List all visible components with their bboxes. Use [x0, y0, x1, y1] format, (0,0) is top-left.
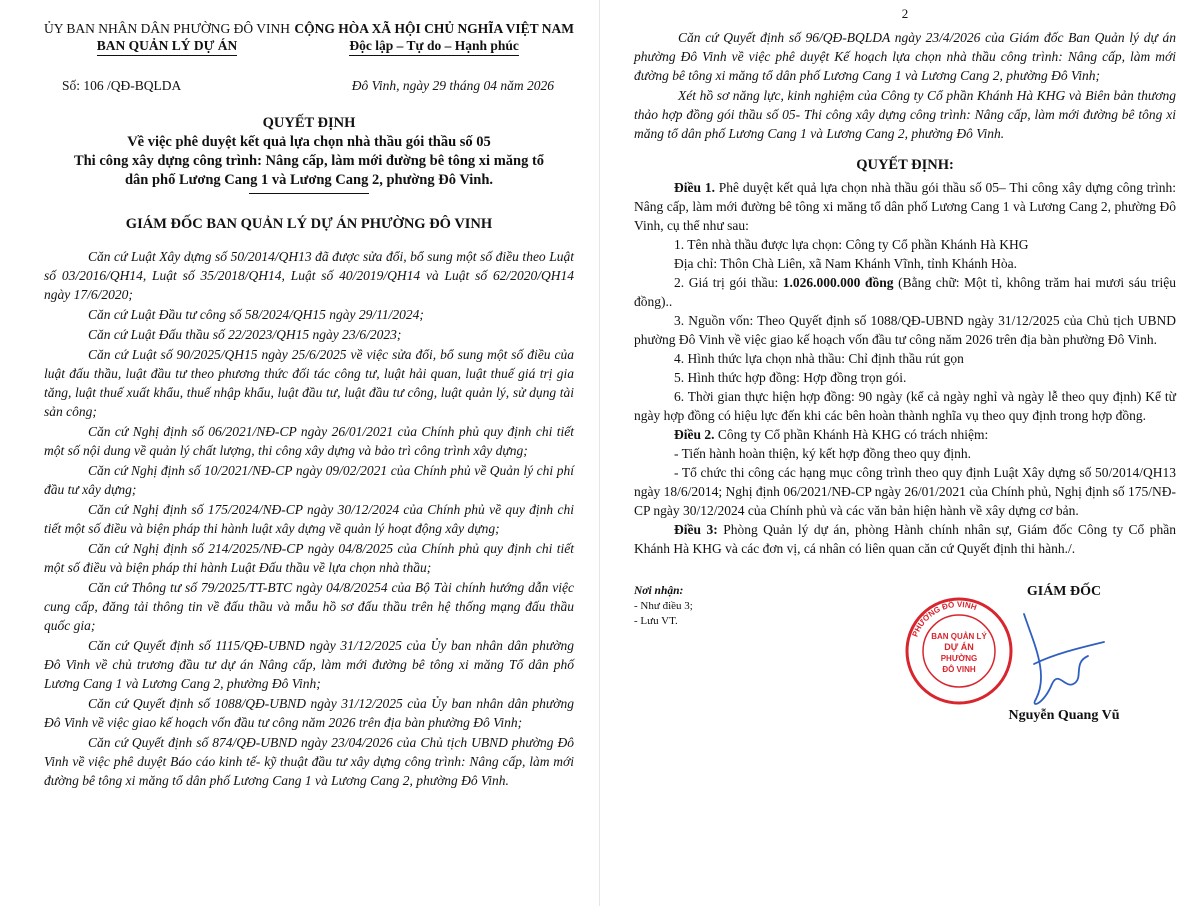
doc-date: Đô Vinh, ngày 29 tháng 04 năm 2026 — [351, 78, 554, 93]
doc-subtitle-1: Về việc phê duyệt kết quả lựa chọn nhà thầu gói thầu số 05 — [127, 134, 491, 150]
legal-basis: Căn cứ Nghị định số 175/2024/NĐ-CP ngày 30/12/2024 của Chính phủ về quy định chi tiết một số điều và biện pháp thi hành luật xây dựng về quản lý hoạt động xây dựng; — [44, 502, 574, 536]
legal-basis: Căn cứ Luật Đấu thầu số 22/2023/QH15 ngày 23/6/2023; — [88, 327, 402, 342]
article-2 — [634, 425, 1176, 444]
seal-ring-text: PHƯỜNG ĐÔ VINH — [910, 599, 978, 639]
package-value-words: (Bằng chữ: Một tỉ, không trăm hai mươi sáu triệu đồng).. — [634, 275, 1177, 309]
article-2-label: Điều 2. — [674, 427, 715, 442]
seal-line: DỰ ÁN — [944, 642, 974, 652]
legal-basis: Căn cứ Quyết định số 1088/QĐ-UBND ngày 31/12/2025 của Ủy ban nhân dân phường Đô Vinh về việc giao kế hoạch vốn đầu tư công năm 2026 trên địa bàn phường Đô Vinh; — [44, 696, 574, 730]
signature-area — [634, 584, 1176, 744]
page-number: 2 — [901, 6, 909, 21]
article-1-label: Điều 1. — [674, 180, 715, 195]
recipient-item: - Lưu VT. — [634, 615, 678, 627]
handwritten-signature — [964, 604, 1124, 714]
item-2 — [634, 273, 1176, 311]
doc-subtitle-2: Thi công xây dựng công trình: Nâng cấp, làm mới đường bê tông xi măng tổ — [73, 153, 545, 169]
legal-basis: Căn cứ Quyết định số 1115/QĐ-UBND ngày 31/12/2025 của Ủy ban nhân dân phường Đô Vinh về chủ trương đầu tư dự án Nâng cấp, làm mới đường bê tông xi măng Tổ dân phố Lương Cang 1 và Lương Cang 2, phường Đô Vinh; — [44, 638, 574, 691]
legal-basis: Căn cứ Nghị định số 06/2021/NĐ-CP ngày 26/01/2021 của Chính phủ quy định chi tiết một số nội dung về quản lý chất lượng, thi công xây dựng và bảo trì công trình xây dựng; — [44, 424, 574, 458]
legal-basis: Căn cứ Thông tư số 79/2025/TT-BTC ngày 04/8/20254 của Bộ Tài chính hướng dẫn việc cung cấp, đăng tải thông tin về đấu thầu và mẫu hồ sơ đấu thầu trên hệ thống mạng đấu thầu quốc gia; — [44, 580, 574, 633]
legal-basis: Căn cứ Nghị định số 10/2021/NĐ-CP ngày 09/02/2021 của Chính phủ về Quản lý chi phí đầu tư xây dựng; — [44, 463, 574, 497]
legal-basis: Căn cứ Quyết định số 874/QĐ-UBND ngày 23/04/2026 của Chủ tịch UBND phường Đô Vinh về việc phê duyệt Báo cáo kinh tế- kỹ thuật đầu tư xây dựng công trình: Nâng cấp, làm mới đường bê tông xi măng tổ dân phố Lương Cang 1 và Lương Cang 2, phường Đô Vinh. — [44, 735, 574, 788]
contractor-address: Địa chỉ: Thôn Chà Liên, xã Nam Khánh Vĩnh, tỉnh Khánh Hòa. — [674, 256, 1017, 271]
legal-bases — [44, 247, 574, 790]
nation-line1: CỘNG HÒA XÃ HỘI CHỦ NGHĨA VIỆT NAM — [294, 21, 574, 36]
director-heading: GIÁM ĐỐC BAN QUẢN LÝ DỰ ÁN PHƯỜNG ĐÔ VINH — [125, 216, 493, 232]
doc-title: QUYẾT ĐỊNH — [262, 115, 356, 131]
page-2 — [600, 0, 1200, 906]
legal-basis: Căn cứ Luật Xây dựng số 50/2014/QH13 đã được sửa đổi, bổ sung một số điều theo Luật số 03/2016/QH14, Luật số 35/2018/QH14, Luật số 40/2019/QH14 và Luật số 62/2020/QH14 ngày 17/6/2020; — [44, 249, 574, 302]
title-underline — [249, 193, 369, 194]
article-2-bullet: - Tổ chức thi công các hạng mục công trình theo quy định Luật Xây dựng số 50/2014/QH13 ngày 18/6/2014; Nghị định 06/2021/NĐ-CP ngày 26/01/2021 của Chính phủ, Nghị định số 175/NĐ-CP ngày 30/12/2024 của Chính phủ và các văn bản hiện hành về xây dựng cơ bản. — [634, 465, 1176, 518]
signer-name: Nguyễn Quang Vũ — [1008, 708, 1120, 723]
nation-block — [294, 20, 574, 56]
recipient-item: - Như điều 3; — [634, 600, 693, 612]
agency-block — [44, 20, 290, 56]
article-2-text: Công ty Cổ phần Khánh Hà KHG có trách nhiệm: — [717, 427, 989, 442]
article-2-bullet: - Tiến hành hoàn thiện, ký kết hợp đồng theo quy định. — [674, 446, 971, 461]
article-3-label: Điều 3: — [674, 522, 718, 537]
recipients-label: Nơi nhận: — [634, 585, 684, 597]
item-1: 1. Tên nhà thầu được lựa chọn: Công ty Cổ phần Khánh Hà KHG — [674, 237, 1029, 252]
legal-basis: Căn cứ Nghị định số 214/2025/NĐ-CP ngày 04/8/2025 của Chính phủ quy định chi tiết một số điều và biện pháp thi hành Luật Đấu thầu về lựa chọn nhà thầu; — [44, 541, 574, 575]
article-3-text: Phòng Quản lý dự án, phòng Hành chính nhân sự, Giám đốc Công ty Cổ phần Khánh Hà KHG và các đơn vị, cá nhân có liên quan căn cứ Quyết định thi hành./. — [634, 522, 1177, 556]
legal-basis: Căn cứ Luật số 90/2025/QH15 ngày 25/6/2025 về việc sửa đổi, bổ sung một số điều của luật đấu thầu, luật đầu tư theo phương thức đối tác công tư, luật hải quan, luật thuế giá trị gia tăng, luật thuế xuất khẩu, thuế nhập khẩu, luật đầu tư, luật đầu tư công, luật quản lý, sử dụng tài sản công; — [44, 347, 574, 419]
sign-title: GIÁM ĐỐC — [1026, 584, 1102, 599]
nation-line2: Độc lập – Tự do – Hạnh phúc — [349, 37, 519, 56]
doc-title-block — [44, 114, 574, 194]
item-2-prefix: 2. Giá trị gói thầu: — [674, 275, 779, 290]
legal-basis: Căn cứ Quyết định số 96/QĐ-BQLDA ngày 23/4/2026 của Giám đốc Ban Quản lý dự án phường Đô Vinh về việc phê duyệt Kế hoạch lựa chọn nhà thầu công trình: Nâng cấp, làm mới đường bê tông xi măng tổ dân phố Lương Cang 1 và Lương Cang 2, phường Đô Vinh; — [634, 30, 1176, 83]
article-1 — [634, 178, 1176, 235]
item-4: 4. Hình thức lựa chọn nhà thầu: Chỉ định thầu rút gọn — [674, 351, 964, 366]
legal-basis: Xét hồ sơ năng lực, kinh nghiệm của Công ty Cổ phần Khánh Hà KHG và Biên bản thương thảo hợp đồng gói thầu số 05- Thi công xây dựng công trình: Nâng cấp, làm mới đường bê tông xi măng tổ dân phố Lương Cang 1 và Lương Cang 2, phường Đô Vinh. — [634, 88, 1176, 141]
document-header — [44, 20, 574, 56]
agency-line1: ỦY BAN NHÂN DÂN PHƯỜNG ĐÔ VINH — [44, 21, 290, 36]
doc-number: Số: 106 /QĐ-BQLDA — [62, 78, 182, 93]
seal-line: PHƯỜNG — [940, 654, 978, 663]
article-3 — [634, 520, 1176, 558]
decision-heading: QUYẾT ĐỊNH: — [856, 157, 954, 173]
agency-line2: BAN QUẢN LÝ DỰ ÁN — [97, 37, 238, 56]
seal-line: BAN QUẢN LÝ — [931, 632, 987, 641]
article-1-text: Phê duyệt kết quả lựa chọn nhà thầu gói thầu số 05– Thi công xây dựng công trình: Nâng cấp, làm mới đường bê tông xi măng tổ dân phố Lương Cang 1 và Lương Cang 2, phường Đô Vinh, cụ thể như sau: — [634, 180, 1177, 233]
item-3: 3. Nguồn vốn: Theo Quyết định số 1088/QĐ-UBND ngày 31/12/2025 của Chủ tịch UBND phường Đô Vinh về việc giao kế hoạch vốn đầu tư công năm 2026 trên địa bàn phường Đô Vinh. — [634, 313, 1176, 347]
recipients-block — [634, 584, 693, 629]
item-5: 5. Hình thức hợp đồng: Hợp đồng trọn gói. — [674, 370, 907, 385]
legal-basis: Căn cứ Luật Đầu tư công số 58/2024/QH15 ngày 29/11/2024; — [88, 307, 424, 322]
seal-line: ĐÔ VINH — [942, 665, 976, 674]
doc-subtitle-3: dân phố Lương Cang 1 và Lương Cang 2, phường Đô Vinh. — [124, 172, 494, 188]
item-6: 6. Thời gian thực hiện hợp đồng: 90 ngày (kể cả ngày nghỉ và ngày lễ theo quy định) Kể từ ngày hợp đồng có hiệu lực đến khi các bên hoàn thành nghĩa vụ theo quy định trong hợp đồng. — [634, 389, 1176, 423]
package-value: 1.026.000.000 đồng — [782, 275, 894, 290]
